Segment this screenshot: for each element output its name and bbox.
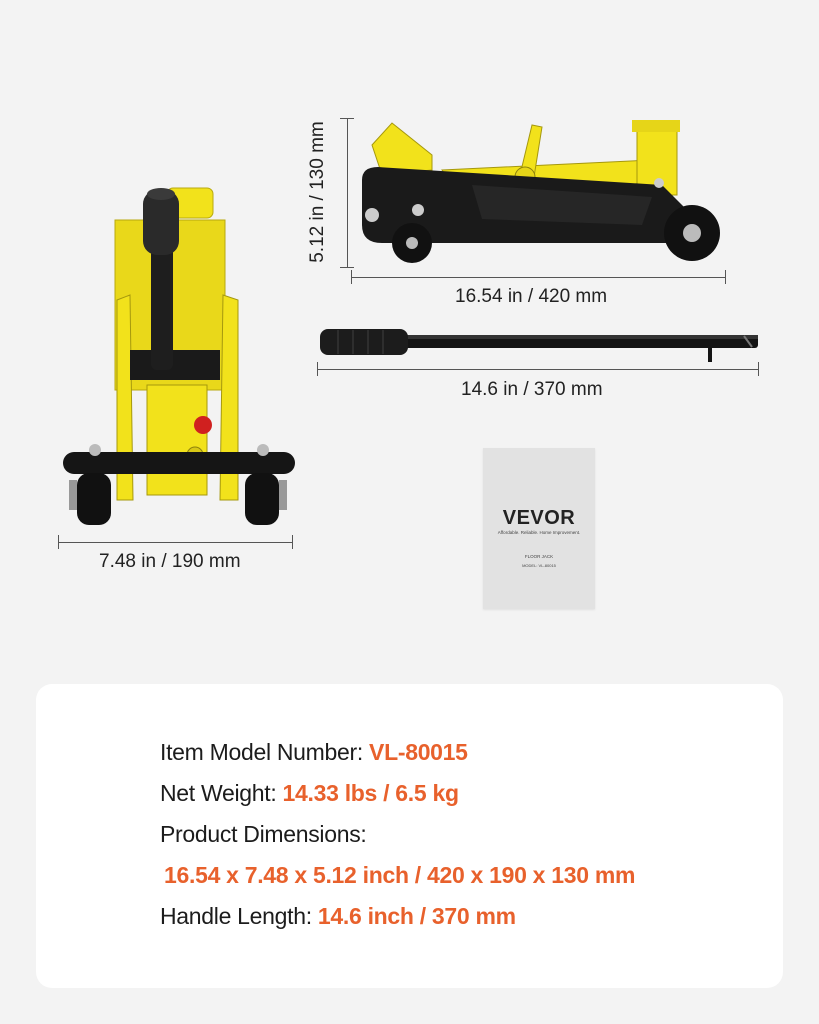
width-tick-right xyxy=(292,535,293,549)
length-tick-left xyxy=(351,270,352,284)
spec-dimensions xyxy=(160,821,367,848)
width-label: 7.48 in / 190 mm xyxy=(99,551,241,572)
jack-front-view xyxy=(55,180,305,530)
handle-tick-right xyxy=(758,362,759,376)
spec-model-value: VL-80015 xyxy=(369,739,468,765)
manual-brand: VEVOR xyxy=(502,507,576,529)
manual-tagline: Affordable. Reliable. Home Improvement. xyxy=(497,530,581,535)
length-tick-right xyxy=(725,270,726,284)
handle-tick-left xyxy=(317,362,318,376)
spec-model xyxy=(160,739,468,766)
manual-title: FLOOR JACK xyxy=(524,554,554,559)
spec-dimensions-label: Product Dimensions: xyxy=(160,821,367,847)
spec-weight-value: 14.33 lbs / 6.5 kg xyxy=(282,780,459,806)
handle-label: 14.6 in / 370 mm xyxy=(461,379,603,400)
spec-dimensions-value: 16.54 x 7.48 x 5.12 inch / 420 x 190 x 130 mm xyxy=(164,862,636,888)
spec-handle xyxy=(160,903,516,930)
spec-weight xyxy=(160,780,459,807)
handle-dimension-line xyxy=(317,369,759,370)
width-dimension-line xyxy=(58,542,293,543)
height-tick-bottom xyxy=(340,267,354,268)
spec-handle-label: Handle Length: xyxy=(160,903,312,929)
length-dimension-line xyxy=(351,277,726,278)
spec-card xyxy=(36,684,783,988)
spec-model-label: Item Model Number: xyxy=(160,739,363,765)
height-label: 5.12 in / 130 mm xyxy=(307,121,328,263)
jack-side-view xyxy=(352,115,727,275)
height-tick-top xyxy=(340,118,354,119)
user-manual xyxy=(483,448,595,609)
height-dimension-line xyxy=(347,118,348,268)
spec-handle-value: 14.6 inch / 370 mm xyxy=(317,903,516,929)
spec-dimensions-row xyxy=(164,862,635,889)
length-label: 16.54 in / 420 mm xyxy=(455,286,608,307)
width-tick-left xyxy=(58,535,59,549)
manual-model: MODEL: VL-80015 xyxy=(522,563,556,568)
handle-image xyxy=(318,326,760,366)
spec-weight-label: Net Weight: xyxy=(160,780,277,806)
